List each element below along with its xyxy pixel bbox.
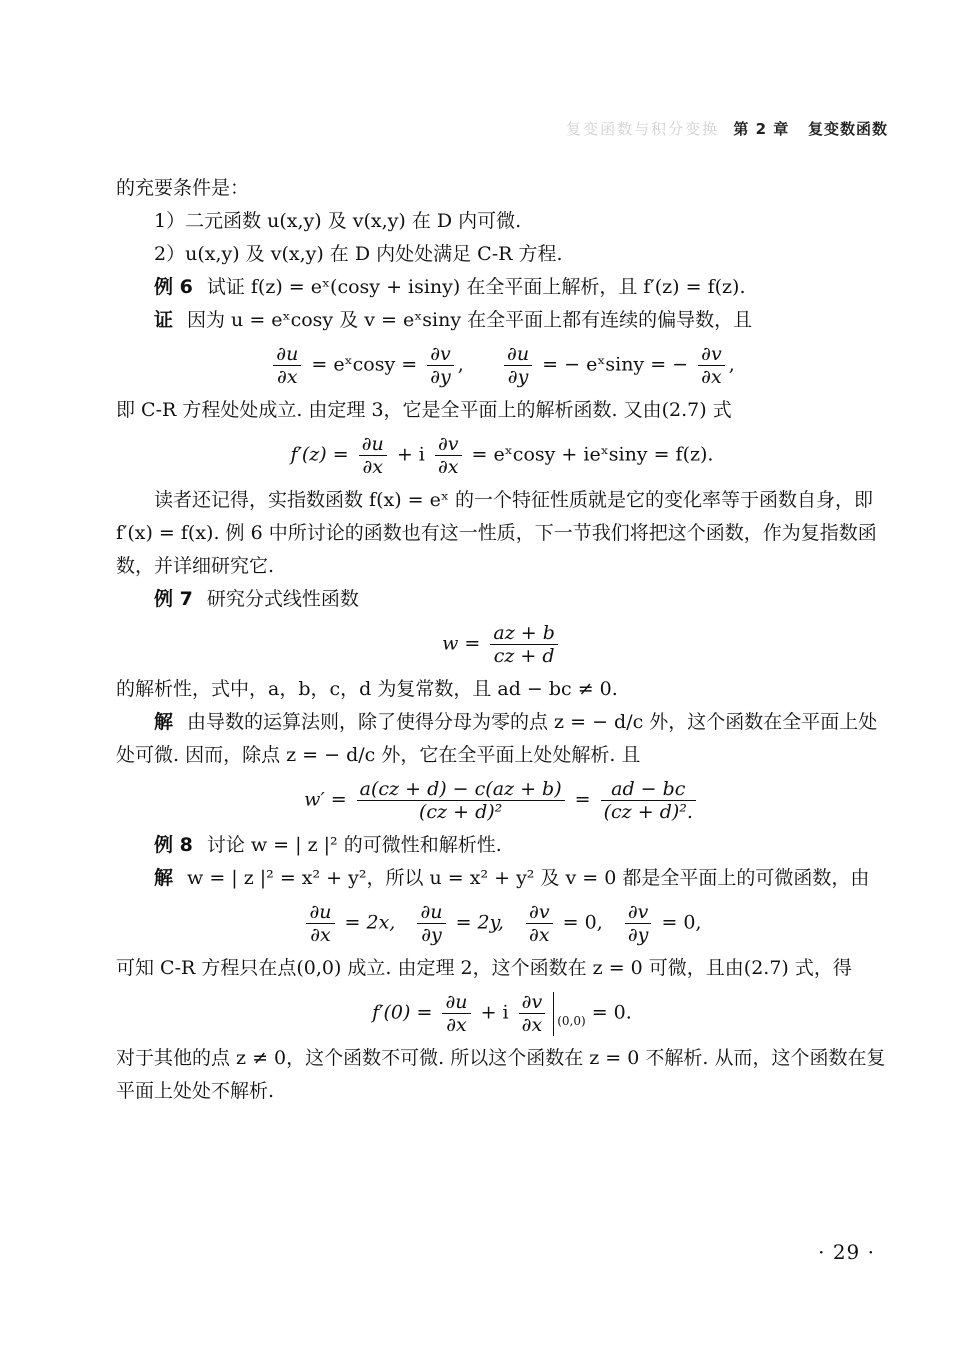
equation-partials-8: $\frac{\partial u}{\partial x}$ = 2x, $\frac{\partial u}{\partial y}$ = 2y, $\frac{\partial v}{\partial x}$ = 0, $\frac{\partial v}{\partial y}$ = 0, [116,901,888,946]
frac-az-b: $\frac{az + b}{cz + d}$ [490,622,558,667]
conclusion-paragraph: 对于其他的点 z ≠ 0，这个函数不可微. 所以这个函数在 z = 0 不解析. 从而，这个函数在复平面上处处不解析. [116,1047,886,1102]
frac-8-du-dx: $\frac{\partial u}{\partial x}$ [306,901,334,946]
solution-7-text: 由导数的运算法则，除了使得分母为零的点 z = − d/c 外，这个函数在全平面上处处可微. 因而，除点 z = − d/c 外，它在全平面上处处解析. 且 [116,711,878,766]
example-7-after: 的解析性，式中，a，b，c，d 为复常数，且 ad − bc ≠ 0. [116,678,618,700]
equation-f-prime-0: f′(0) = $\frac{\partial u}{\partial x}$ + i $\frac{\partial v}{\partial x}$ $_{(0,0)}$ = 0. [372,991,632,1036]
proof-6 [116,304,888,337]
solution-8-label: 解 [154,867,174,889]
example-8 [116,829,888,862]
frac-du-dx-2: $\frac{\partial u}{\partial x}$ [359,433,387,478]
proof-text: 因为 u = eˣcosy 及 v = eˣsiny 在全平面上都有连续的偏导数，且 [187,309,753,331]
evaluation-bar: (0,0) [553,992,585,1036]
example-8-text: 讨论 w = | z |² 的可微性和解析性. [206,834,502,856]
frac-dv-dx: $\frac{\partial v}{\partial x}$ [698,343,725,388]
frac-8-dv-dx: $\frac{\partial v}{\partial x}$ [526,901,553,946]
frac-du-dx: $\frac{\partial u}{\partial x}$ [273,343,301,388]
example-6 [116,271,888,304]
frac-8-du-dy: $\frac{\partial u}{\partial y}$ [417,901,445,946]
condition-1: 1）二元函数 u(x,y) 及 v(x,y) 在 D 内可微. [154,210,522,232]
after-equation-8: 可知 C-R 方程只在点(0,0) 成立. 由定理 2，这个函数在 z = 0 可微，且由(2.7) 式，得 [116,957,852,979]
frac-w-prime-1: $\frac{a(cz + d) - c(az + b)}{\text{(cz + d)²}}$ [357,778,565,823]
header-book-title: 复变函数与积分变换 [566,120,720,138]
proof-label: 证 [154,309,174,331]
solution-8-text: w = | z |² = x² + y²，所以 u = x² + y² 及 v = 0 都是全平面上的可微函数，由 [187,867,870,889]
frac-8-dv-dy: $\frac{\partial v}{\partial y}$ [625,901,652,946]
header-chapter: 第 2 章 [733,120,790,138]
example-7 [116,583,888,616]
frac-dv-dy: $\frac{\partial v}{\partial y}$ [427,343,454,388]
intro-line: 的充要条件是： [116,177,250,199]
frac-0-du-dx: $\frac{\partial u}{\partial x}$ [442,991,470,1036]
equation-derivative-6: f′(z) = $\frac{\partial u}{\partial x}$ + i $\frac{\partial v}{\partial x}$ = eˣcosy + ieˣsiny = f(z). [290,433,714,478]
header-chapter-title: 复变数函数 [807,120,888,138]
example-6-label: 例 6 [154,276,193,298]
example-8-label: 例 8 [154,834,193,856]
after-equation-1: 即 C-R 方程处处成立. 由定理 3，它是全平面上的解析函数. 又由(2.7) 式 [116,399,732,421]
example-7-label: 例 7 [154,588,193,610]
page-number: · 29 · [818,1240,875,1264]
solution-7-label: 解 [154,711,174,733]
example-7-text: 研究分式线性函数 [206,588,359,610]
equation-w-prime: w′ = $\frac{a(cz + d) - c(az + b)}{\text{(cz + d)²}}$ = $\frac{ad - bc}{\text{(cz + d)².}}$ [116,778,888,823]
example-6-text: 试证 f(z) = eˣ(cosy + isiny) 在全平面上解析，且 f′(z) = f(z). [206,276,746,298]
frac-0-dv-dx: $\frac{\partial v}{\partial x}$ [519,991,546,1036]
condition-2: 2）u(x,y) 及 v(x,y) 在 D 内处处满足 C-R 方程. [154,243,563,265]
solution-8 [116,862,888,895]
solution-7 [116,706,888,772]
frac-w-prime-2: $\frac{ad - bc}{\text{(cz + d)².}}$ [601,778,696,823]
equation-linear-fraction: w = $\frac{az + b}{cz + d}$ [116,622,888,667]
frac-dv-dx-2: $\frac{\partial v}{\partial x}$ [435,433,462,478]
running-header [566,118,888,139]
equation-cr-1: $\frac{\partial u}{\partial x}$ = eˣcosy = $\frac{\partial v}{\partial y}$ , $\frac{\partial u}{\partial y}$ = − eˣsiny = − $\frac{\partial v}{\partial x}$ , [116,343,888,388]
frac-du-dy: $\frac{\partial u}{\partial y}$ [504,343,532,388]
page-body [116,172,888,1108]
reader-paragraph: 读者还记得，实指数函数 f(x) = eˣ 的一个特征性质就是它的变化率等于函数自身，即 f′(x) = f(x). 例 6 中所讨论的函数也有这一性质，下一节我们将把这个函数，作为复指数函数，并详细研究它. [116,489,877,577]
